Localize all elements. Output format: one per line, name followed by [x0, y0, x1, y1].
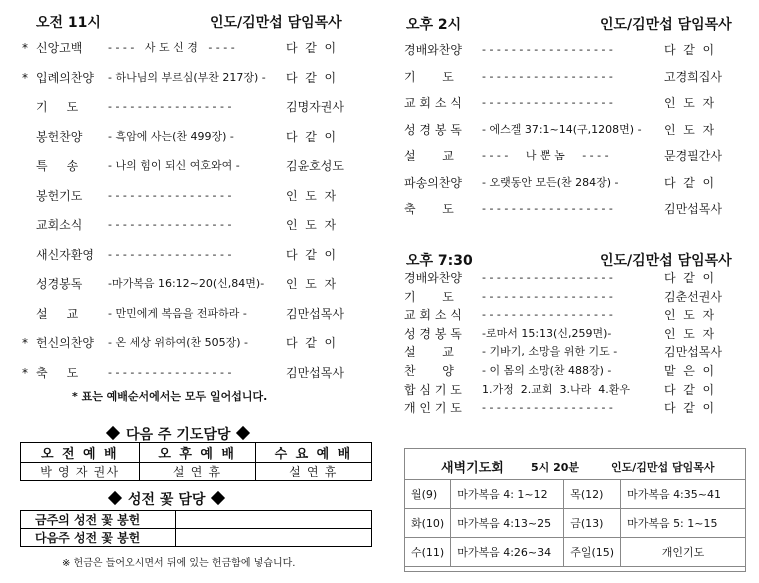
order-row [22, 363, 372, 383]
order-item-detail: - - - - 나 뿐 놈 - - - - [482, 149, 609, 162]
order-item-detail: - 이 몸의 소망(찬 488장) - [482, 364, 612, 377]
order-item-person: 인 도 자 [664, 96, 715, 110]
flower-duty-title-wrap [102, 489, 231, 509]
dawn-passage: 마가복음 5: 1~15 [621, 509, 746, 538]
order-row [404, 380, 744, 400]
order-item-person: 인 도 자 [286, 277, 337, 291]
order-row [22, 97, 372, 117]
order-item-person: 인 도 자 [664, 308, 715, 323]
order-item-detail: - - - - - - - - - - - - - - - - - - [482, 401, 613, 415]
order-item-detail: - - - - - - - - - - - - - - - - - [108, 188, 232, 202]
order-item-label: 개 인 기 도 [404, 401, 462, 416]
dawn-passage: 마가복음 4:26~34 [451, 538, 564, 567]
order-item-person: 다 같 이 [286, 247, 337, 262]
dawn-passage: 마가복음 4:13~25 [451, 509, 564, 538]
dawn-day: 주일(15) [564, 538, 621, 567]
order-item-detail: -로마서 15:13(신,259면)- [482, 326, 612, 340]
prayer-header-morning: 오 전 예 배 [21, 443, 140, 463]
order-item-person: 다 같 이 [286, 336, 337, 350]
order-item-label: 성 경 봉 독 [404, 122, 462, 137]
order-item-label: 신앙고백 [36, 41, 83, 55]
order-item-person: 김만섭목사 [664, 202, 722, 216]
diamond-icon [236, 426, 250, 440]
order-item-label: 헌신의찬양 [36, 336, 94, 350]
order-item-label: 찬 양 [404, 364, 454, 378]
table-row [405, 538, 746, 567]
order-item-detail: - 오랫동안 모든(찬 284장) - [482, 175, 619, 189]
pm2-service-time: 오후 2시 [406, 17, 462, 33]
morning-service-time: 오전 11시 [36, 15, 101, 31]
order-item-label: 입례의찬양 [36, 70, 94, 85]
order-item-detail: - 흑암에 사는(찬 499장) - [108, 129, 234, 143]
order-row [404, 146, 744, 166]
order-item-detail: - - - - 사 도 신 경 - - - - [108, 41, 235, 54]
order-item-person: 고경희집사 [664, 69, 722, 84]
flower-this-week-value [176, 511, 372, 529]
order-item-label: 새신자환영 [36, 247, 94, 262]
order-row [22, 156, 372, 176]
order-row [22, 215, 372, 235]
order-item-detail: - 온 세상 위하여(찬 505장) - [108, 336, 249, 349]
order-item-detail: - 에스겔 37:1~14(구,1208면) - [482, 122, 642, 136]
dawn-day: 월(9) [405, 480, 451, 509]
stand-marker: * [22, 336, 28, 350]
order-item-label: 축 도 [36, 365, 79, 380]
order-row [22, 333, 372, 353]
order-item-detail: - 기바기, 소망을 위한 기도 - [482, 345, 618, 359]
order-row [22, 274, 372, 294]
order-row [404, 305, 744, 325]
order-row [404, 199, 744, 219]
order-row [22, 304, 372, 324]
stand-marker: * [22, 41, 28, 55]
order-item-label: 경배와찬양 [404, 43, 462, 57]
order-item-person: 다 같 이 [286, 70, 337, 85]
order-item-label: 성경봉독 [36, 277, 83, 291]
order-item-detail: - - - - - - - - - - - - - - - - - - [482, 308, 613, 322]
order-item-detail: -마가복음 16:12~20(신,84면)- [108, 277, 265, 290]
order-item-person: 인 도 자 [664, 326, 715, 341]
order-item-label: 설 교 [404, 149, 454, 163]
order-item-detail: - - - - - - - - - - - - - - - - - - [482, 69, 613, 83]
order-item-person: 다 같 이 [664, 271, 715, 285]
prayer-duty-title-wrap [100, 424, 256, 444]
order-row [22, 245, 372, 265]
order-item-person: 김만섭목사 [286, 306, 344, 321]
prayer-name-afternoon: 설 연 휴 [139, 463, 255, 481]
order-item-detail: - - - - - - - - - - - - - - - - - [108, 100, 232, 113]
order-item-detail: - - - - - - - - - - - - - - - - - - [482, 289, 613, 303]
order-item-detail: - - - - - - - - - - - - - - - - - - [482, 96, 613, 109]
stand-marker: * [22, 70, 28, 85]
dawn-header [405, 449, 745, 481]
dawn-schedule-table [404, 479, 746, 567]
order-item-label: 축 도 [404, 202, 454, 216]
order-row [404, 173, 744, 193]
stand-marker: * [22, 365, 28, 380]
order-item-label: 기 도 [404, 69, 454, 84]
order-row [22, 68, 372, 88]
order-item-person: 문경필간사 [664, 149, 722, 163]
pm2-service-leader: 인도/김만섭 담임목사 [600, 17, 732, 33]
dawn-passage: 마가복음 4: 1~12 [451, 480, 564, 509]
order-item-person: 다 같 이 [286, 41, 337, 55]
order-item-label: 합 심 기 도 [404, 382, 462, 397]
order-item-detail: - - - - - - - - - - - - - - - - - - [482, 271, 613, 284]
offering-footnote: ※ 헌금은 들어오시면서 뒤에 있는 헌금함에 넣습니다. [62, 558, 296, 569]
table-row [405, 480, 746, 509]
order-row [404, 120, 744, 140]
order-item-person: 다 같 이 [664, 382, 715, 397]
dawn-day: 수(11) [405, 538, 451, 567]
order-item-label: 교 회 소 식 [404, 96, 462, 110]
order-item-detail: - - - - - - - - - - - - - - - - - [108, 247, 232, 261]
order-item-detail: - - - - - - - - - - - - - - - - - - [482, 43, 613, 56]
order-item-detail: - - - - - - - - - - - - - - - - - [108, 365, 232, 379]
order-row [404, 93, 744, 113]
order-item-person: 김만섭목사 [286, 365, 344, 380]
order-item-label: 기 도 [36, 100, 79, 114]
order-item-detail: - 하나님의 부르심(부찬 217장) - [108, 70, 266, 84]
prayer-name-wednesday: 설 연 휴 [255, 463, 371, 481]
dawn-time: 5시 20분 [531, 461, 580, 474]
order-item-detail: - - - - - - - - - - - - - - - - - [108, 218, 232, 231]
order-item-person: 인 도 자 [664, 122, 715, 137]
dawn-leader: 인도/김만섭 담임목사 [611, 461, 715, 474]
prayer-header-afternoon: 오 후 예 배 [139, 443, 255, 463]
diamond-icon [106, 426, 120, 440]
order-item-person: 김명자권사 [286, 100, 344, 114]
order-item-detail: - 나의 힘이 되신 여호와여 - [108, 159, 240, 172]
prayer-header-wednesday: 수 요 예 배 [255, 443, 371, 463]
dawn-prayer-box [404, 448, 746, 572]
order-item-person: 김윤호성도 [286, 159, 344, 173]
order-item-label: 설 교 [36, 306, 79, 321]
dawn-title: 새벽기도회 [441, 461, 504, 476]
diamond-icon [108, 491, 122, 505]
order-item-label: 교 회 소 식 [404, 308, 462, 323]
order-row [404, 398, 744, 418]
flower-duty-title: 성전 꽃 담당 [128, 492, 206, 508]
order-item-person: 다 같 이 [664, 401, 715, 416]
dawn-day: 목(12) [564, 480, 621, 509]
morning-service-leader: 인도/김만섭 담임목사 [210, 15, 342, 31]
flower-next-week-value [176, 529, 372, 547]
order-item-person: 맡 은 이 [664, 364, 715, 378]
flower-this-week-label: 금주의 성전 꽃 봉헌 [21, 511, 176, 529]
order-item-label: 교회소식 [36, 218, 83, 232]
order-item-label: 봉헌기도 [36, 188, 83, 203]
order-item-label: 기 도 [404, 289, 454, 304]
dawn-passage: 개인기도 [621, 538, 746, 567]
prayer-duty-title: 다음 주 기도담당 [126, 427, 231, 443]
pm730-service-leader: 인도/김만섭 담임목사 [600, 253, 732, 269]
order-item-detail: 1.가정 2.교회 3.나라 4.환우 [482, 382, 630, 396]
diamond-icon [211, 491, 225, 505]
order-row [404, 342, 744, 362]
flower-duty-table [20, 510, 372, 547]
order-item-person: 김춘선권사 [664, 289, 722, 304]
order-row [22, 127, 372, 147]
order-item-person: 인 도 자 [286, 218, 337, 232]
flower-next-week-label: 다음주 성전 꽃 봉헌 [21, 529, 176, 547]
order-row [404, 268, 744, 288]
order-item-label: 경배와찬양 [404, 271, 462, 285]
order-item-person: 김만섭목사 [664, 345, 722, 360]
order-item-label: 특 송 [36, 159, 79, 173]
prayer-name-morning: 박 영 자 권사 [21, 463, 140, 481]
order-row [22, 186, 372, 206]
dawn-passage: 마가복음 4:35~41 [621, 480, 746, 509]
table-row [405, 509, 746, 538]
dawn-day: 금(13) [564, 509, 621, 538]
order-row [22, 38, 372, 58]
order-item-label: 성 경 봉 독 [404, 326, 462, 341]
order-row [404, 67, 744, 87]
order-item-detail: - - - - - - - - - - - - - - - - - - [482, 202, 613, 215]
order-item-person: 다 같 이 [664, 175, 715, 190]
standing-note: * 표는 예배순서에서는 모두 일어섭니다. [72, 390, 268, 403]
dawn-day: 화(10) [405, 509, 451, 538]
order-item-label: 봉헌찬양 [36, 129, 83, 144]
order-item-person: 다 같 이 [664, 43, 715, 57]
order-item-detail: - 만민에게 복음을 전파하라 - [108, 306, 247, 320]
order-row [404, 361, 744, 381]
order-item-label: 파송의찬양 [404, 175, 462, 190]
prayer-duty-table [20, 442, 372, 481]
order-item-label: 설 교 [404, 345, 454, 360]
order-item-person: 인 도 자 [286, 188, 337, 203]
order-item-person: 다 같 이 [286, 129, 337, 144]
order-row [404, 287, 744, 307]
pm730-service-time: 오후 7:30 [406, 253, 473, 269]
order-row [404, 324, 744, 344]
order-row [404, 40, 744, 60]
